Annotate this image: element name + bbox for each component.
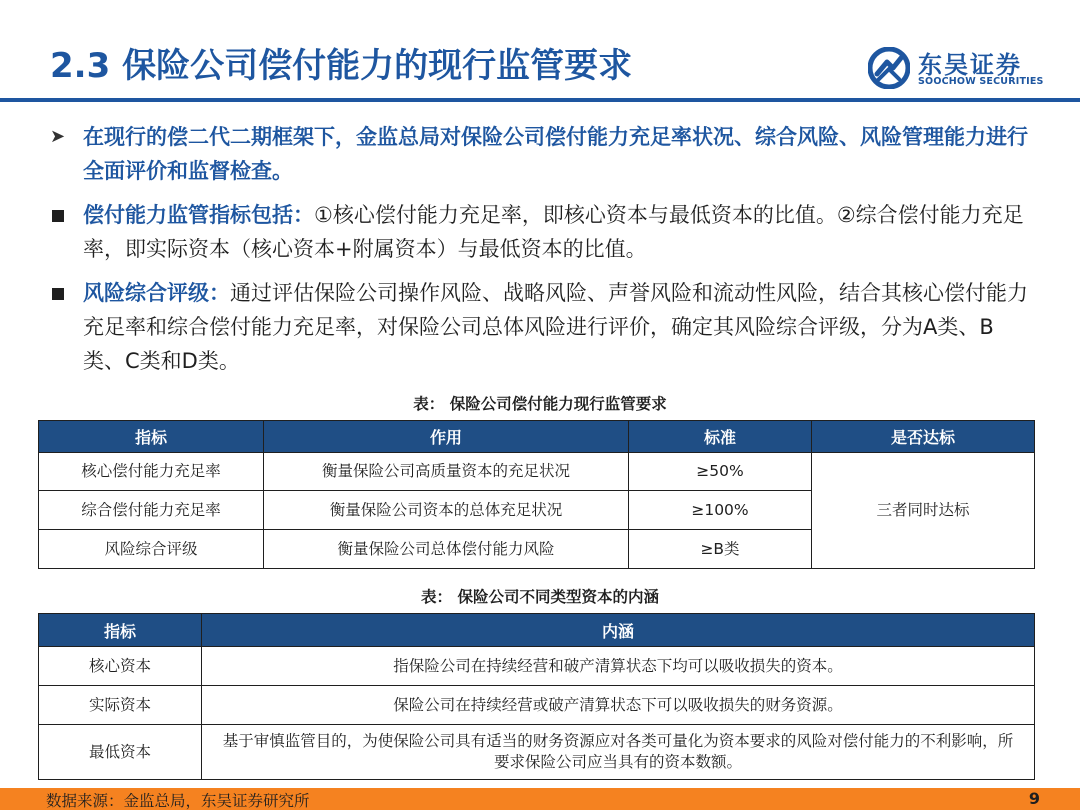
- indicator-cell: 核心资本: [39, 647, 202, 686]
- column-header: 标准: [629, 421, 812, 453]
- square-bullet-icon: [52, 210, 64, 222]
- indicator-cell: 风险综合评级: [39, 530, 264, 569]
- table-header-row: [39, 421, 1035, 453]
- logo-text-en: SOOCHOW SECURITIES: [918, 76, 1044, 87]
- table-row: [39, 725, 1035, 780]
- function-cell: 衡量保险公司资本的总体充足状况: [264, 491, 629, 530]
- company-logo: [868, 45, 1044, 91]
- bullet-lead: 在现行的偿二代二期框架下，金监总局对保险公司偿付能力充足率状况、综合风险、风险管理能力进行全面评价和监督检查。: [83, 125, 1028, 183]
- compliance-cell: 三者同时达标: [812, 453, 1035, 569]
- table2-caption: 表： 保险公司不同类型资本的内涵: [421, 588, 659, 606]
- arrow-bullet-icon: ➤: [50, 126, 66, 147]
- bullet-item-rating: [50, 276, 1030, 378]
- column-header: 内涵: [202, 614, 1035, 647]
- bullet-body: 通过评估保险公司操作风险、战略风险、声誉风险和流动性风险，结合其核心偿付能力充足率和综合偿付能力充足率，对保险公司总体风险进行评价，确定其风险综合评级，分为A类、B类、C类和D类。: [83, 281, 1028, 373]
- function-cell: 衡量保险公司总体偿付能力风险: [264, 530, 629, 569]
- indicator-cell: 综合偿付能力充足率: [39, 491, 264, 530]
- indicator-cell: 实际资本: [39, 686, 202, 725]
- table-row: [39, 686, 1035, 725]
- square-bullet-icon: [52, 288, 64, 300]
- function-cell: 衡量保险公司高质量资本的充足状况: [264, 453, 629, 491]
- standard-cell: ≥100%: [629, 491, 812, 530]
- solvency-requirements-table: [38, 420, 1035, 569]
- definition-cell: 指保险公司在持续经营和破产清算状态下均可以吸收损失的资本。: [202, 647, 1035, 686]
- column-header: 作用: [264, 421, 629, 453]
- header-divider: [0, 98, 1080, 102]
- soochow-logo-icon: [868, 47, 910, 89]
- logo-text-cn: 东吴证券: [918, 51, 1022, 79]
- indicator-cell: 核心偿付能力充足率: [39, 453, 264, 491]
- bullet-lead: 偿付能力监管指标包括：: [83, 203, 314, 227]
- table1-caption: 表： 保险公司偿付能力现行监管要求: [413, 395, 667, 413]
- table-row: [39, 453, 1035, 491]
- column-header: 指标: [39, 614, 202, 647]
- definition-cell: 保险公司在持续经营或破产清算状态下可以吸收损失的财务资源。: [202, 686, 1035, 725]
- bullet-item-framework: [50, 120, 1030, 188]
- definition-cell: 基于审慎监管目的，为使保险公司具有适当的财务资源应对各类可量化为资本要求的风险对偿付能力的不利影响，所要求保险公司应当具有的资本数额。: [202, 725, 1035, 780]
- standard-cell: ≥B类: [629, 530, 812, 569]
- page-number: 9: [1028, 789, 1040, 808]
- page-title: 2.3 保险公司偿付能力的现行监管要求: [50, 46, 633, 86]
- column-header: 指标: [39, 421, 264, 453]
- capital-types-table: [38, 613, 1035, 780]
- bullet-body: ①核心偿付能力充足率，即核心资本与最低资本的比值。②综合偿付能力充足率，即实际资本（核心资本+附属资本）与最低资本的比值。: [83, 203, 1024, 261]
- data-source-note: 数据来源：金监总局，东吴证券研究所: [46, 792, 310, 810]
- bullet-item-indicators: [50, 198, 1030, 266]
- indicator-cell: 最低资本: [39, 725, 202, 780]
- column-header: 是否达标: [812, 421, 1035, 453]
- bullet-lead: 风险综合评级：: [83, 281, 230, 305]
- table-row: [39, 647, 1035, 686]
- table-header-row: [39, 614, 1035, 647]
- standard-cell: ≥50%: [629, 453, 812, 491]
